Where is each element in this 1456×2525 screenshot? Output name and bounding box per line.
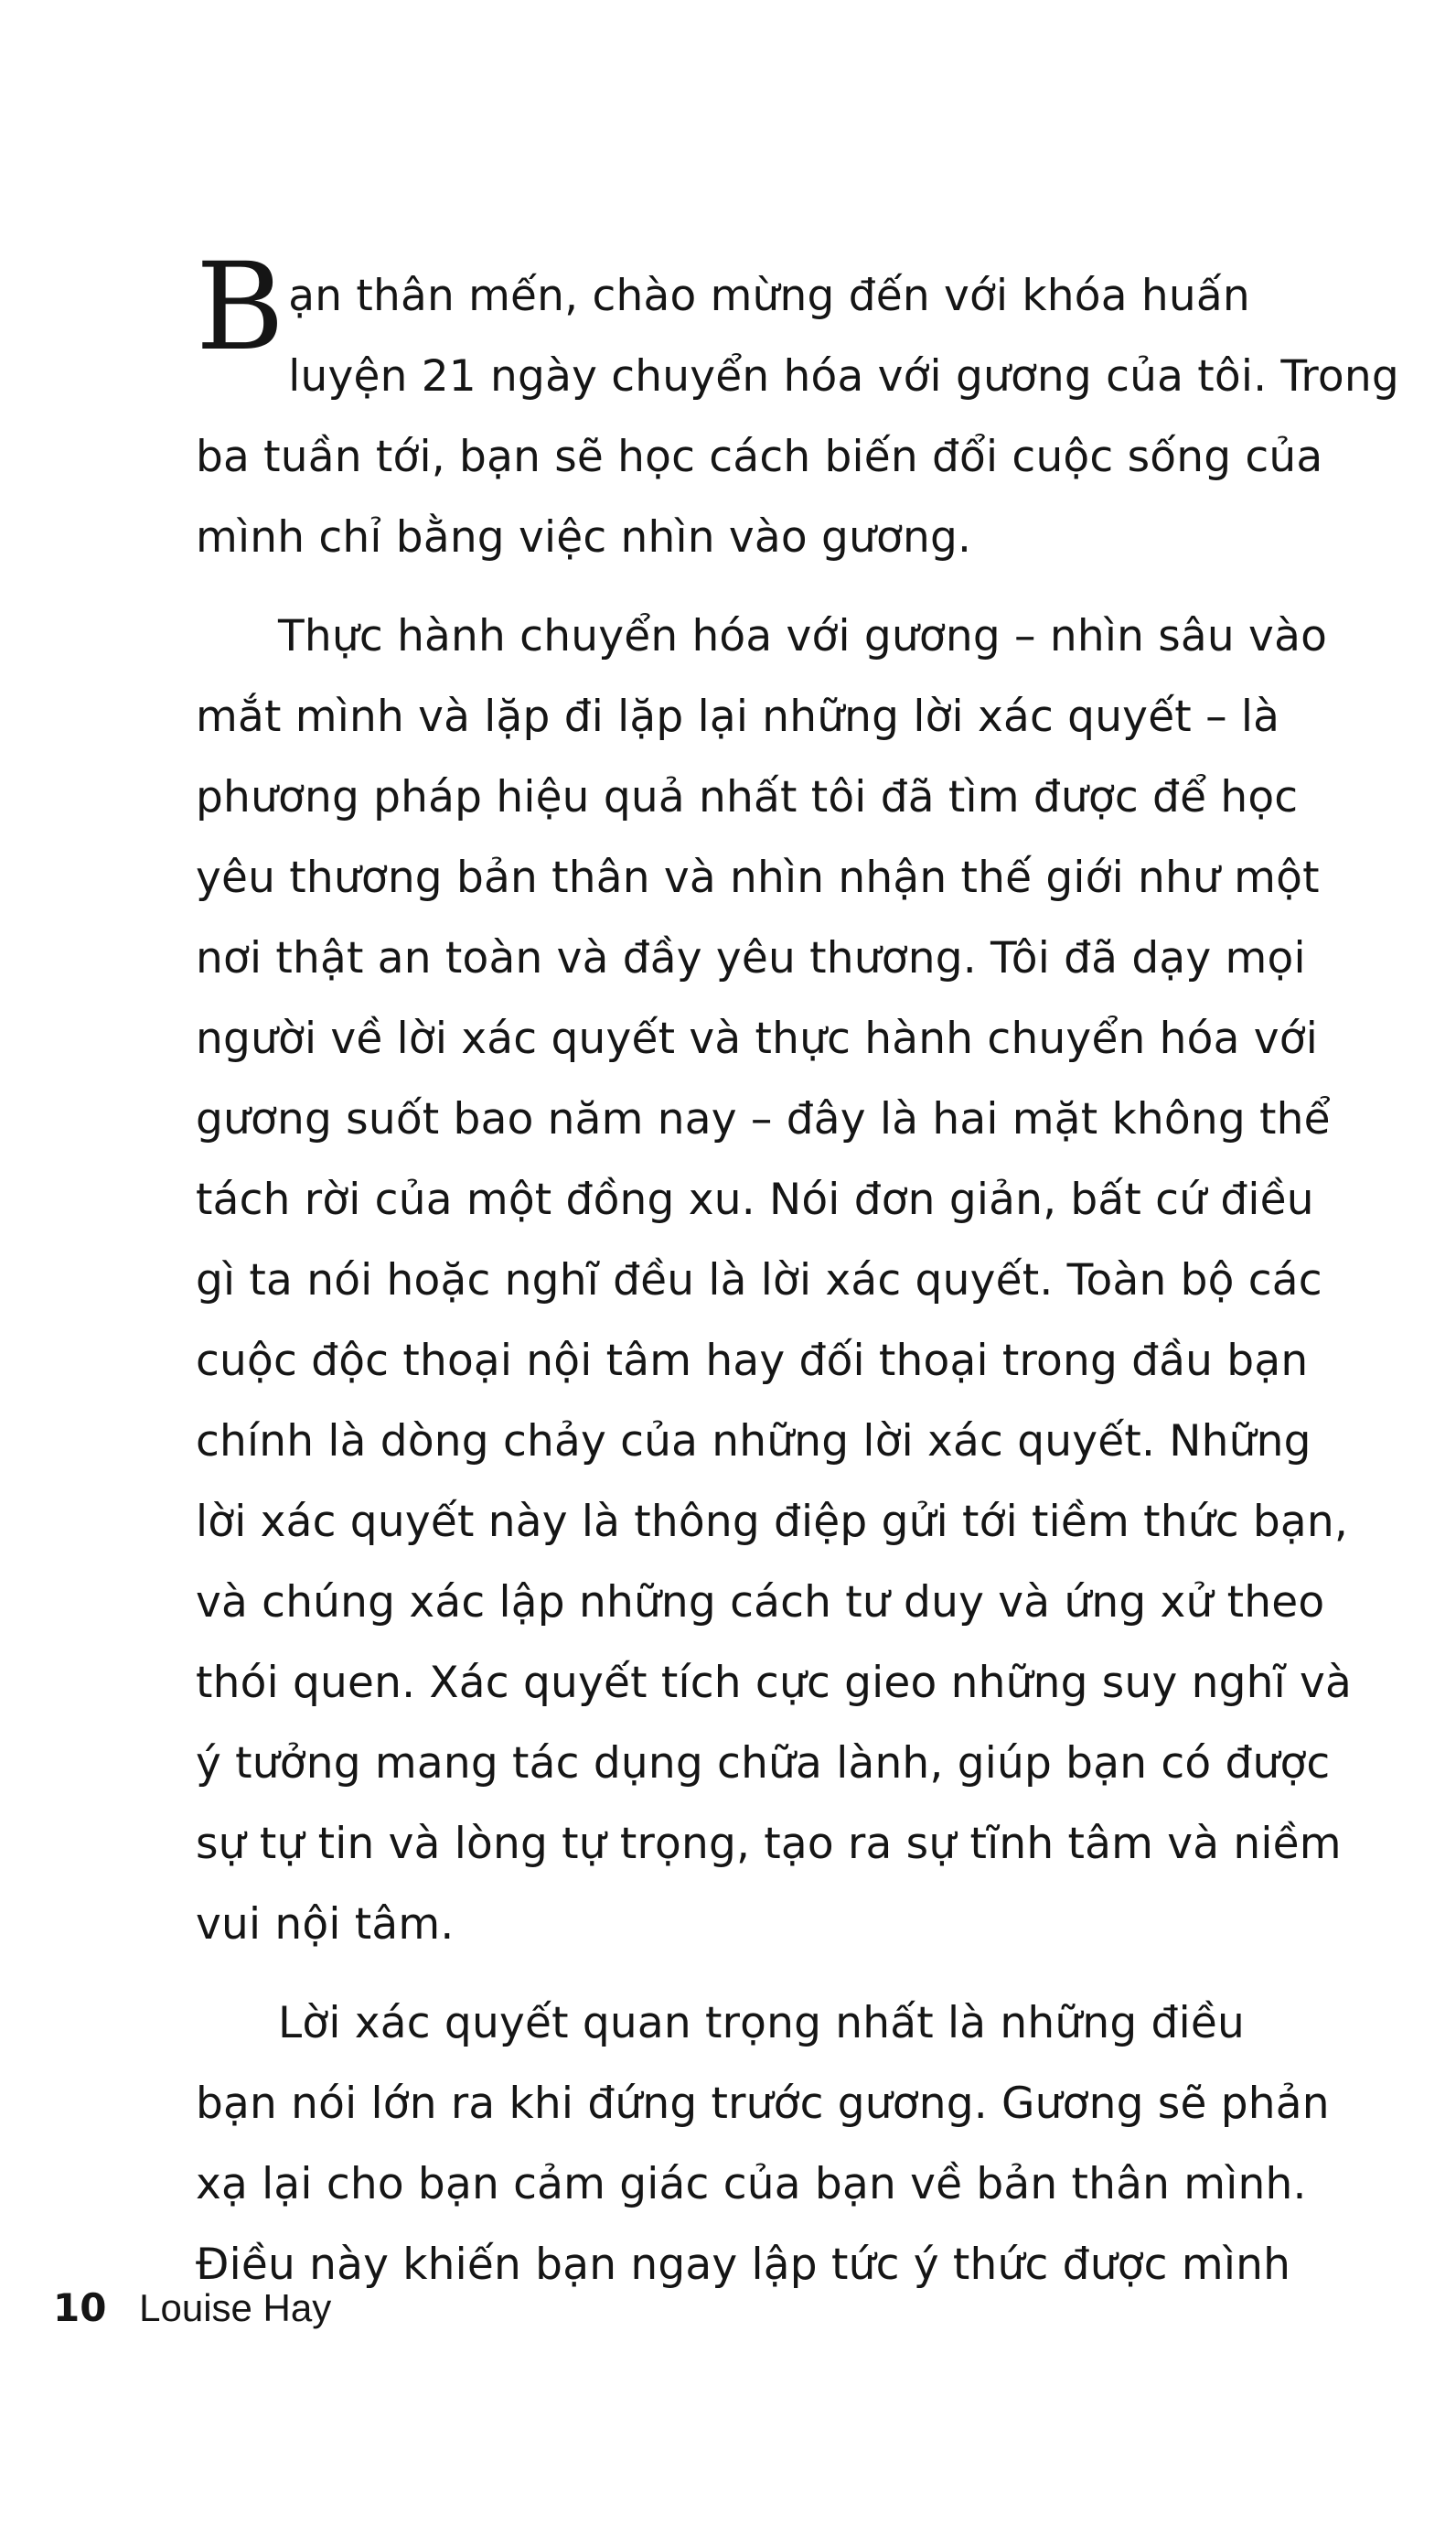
text-line: yêu thương bản thân và nhìn nhận thế giới như một [196,853,1320,903]
text-line: nơi thật an toàn và đầy yêu thương. Tôi đã dạy mọi [196,933,1306,983]
text-line: phương pháp hiệu quả nhất tôi đã tìm được để học [196,772,1299,822]
text-line: Điều này khiến bạn ngay lập tức ý thức được mình [196,2240,1291,2290]
text-line: sự tự tin và lòng tự trọng, tạo ra sự tĩnh tâm và niềm [196,1819,1342,1869]
drop-cap: B [196,237,285,378]
text-line: bạn nói lớn ra khi đứng trước gương. Gương sẽ phản [196,2079,1330,2129]
text-line: lời xác quyết này là thông điệp gửi tới tiềm thức bạn, [196,1497,1349,1547]
author-name: Louise Hay [139,2286,332,2329]
text-line: Lời xác quyết quan trọng nhất là những điều [278,1998,1245,2048]
text-line: tách rời của một đồng xu. Nói đơn giản, bất cứ điều [196,1175,1314,1225]
text-line: Thực hành chuyển hóa với gương – nhìn sâu vào [278,611,1328,661]
text-line: luyện 21 ngày chuyển hóa với gương của tôi. Trong [288,351,1399,402]
text-line: xạ lại cho bạn cảm giác của bạn về bản thân mình. [196,2159,1307,2209]
paragraph-mirror-practice [196,596,1353,1965]
text-line: và chúng xác lập những cách tư duy và ứng xử theo [196,1577,1325,1628]
paragraph-intro [196,237,1399,578]
text-line: người về lời xác quyết và thực hành chuyển hóa với [196,1014,1318,1064]
paragraph-affirmations [196,1983,1330,2305]
text-line: cuộc độc thoại nội tâm hay đối thoại trong đầu bạn [196,1336,1309,1386]
page-footer [53,2285,331,2330]
text-line: gì ta nói hoặc nghĩ đều là lời xác quyết. Toàn bộ các [196,1255,1322,1305]
text-line: ba tuần tới, bạn sẽ học cách biến đổi cuộc sống của [196,432,1323,482]
text-line: vui nội tâm. [196,1899,455,1950]
text-line: thói quen. Xác quyết tích cực gieo những suy nghĩ và [196,1658,1353,1708]
text-line: ạn thân mến, chào mừng đến với khóa huấn [288,271,1250,321]
text-line: mình chỉ bằng việc nhìn vào gương. [196,512,972,563]
text-line: chính là dòng chảy của những lời xác quyết. Những [196,1416,1311,1467]
text-line: ý tưởng mang tác dụng chữa lành, giúp bạn có được [196,1738,1331,1789]
text-line: mắt mình và lặp đi lặp lại những lời xác quyết – là [196,692,1280,742]
text-line: gương suốt bao năm nay – đây là hai mặt không thể [196,1094,1331,1144]
page-number: 10 [53,2285,107,2330]
body-text [196,237,1399,2305]
